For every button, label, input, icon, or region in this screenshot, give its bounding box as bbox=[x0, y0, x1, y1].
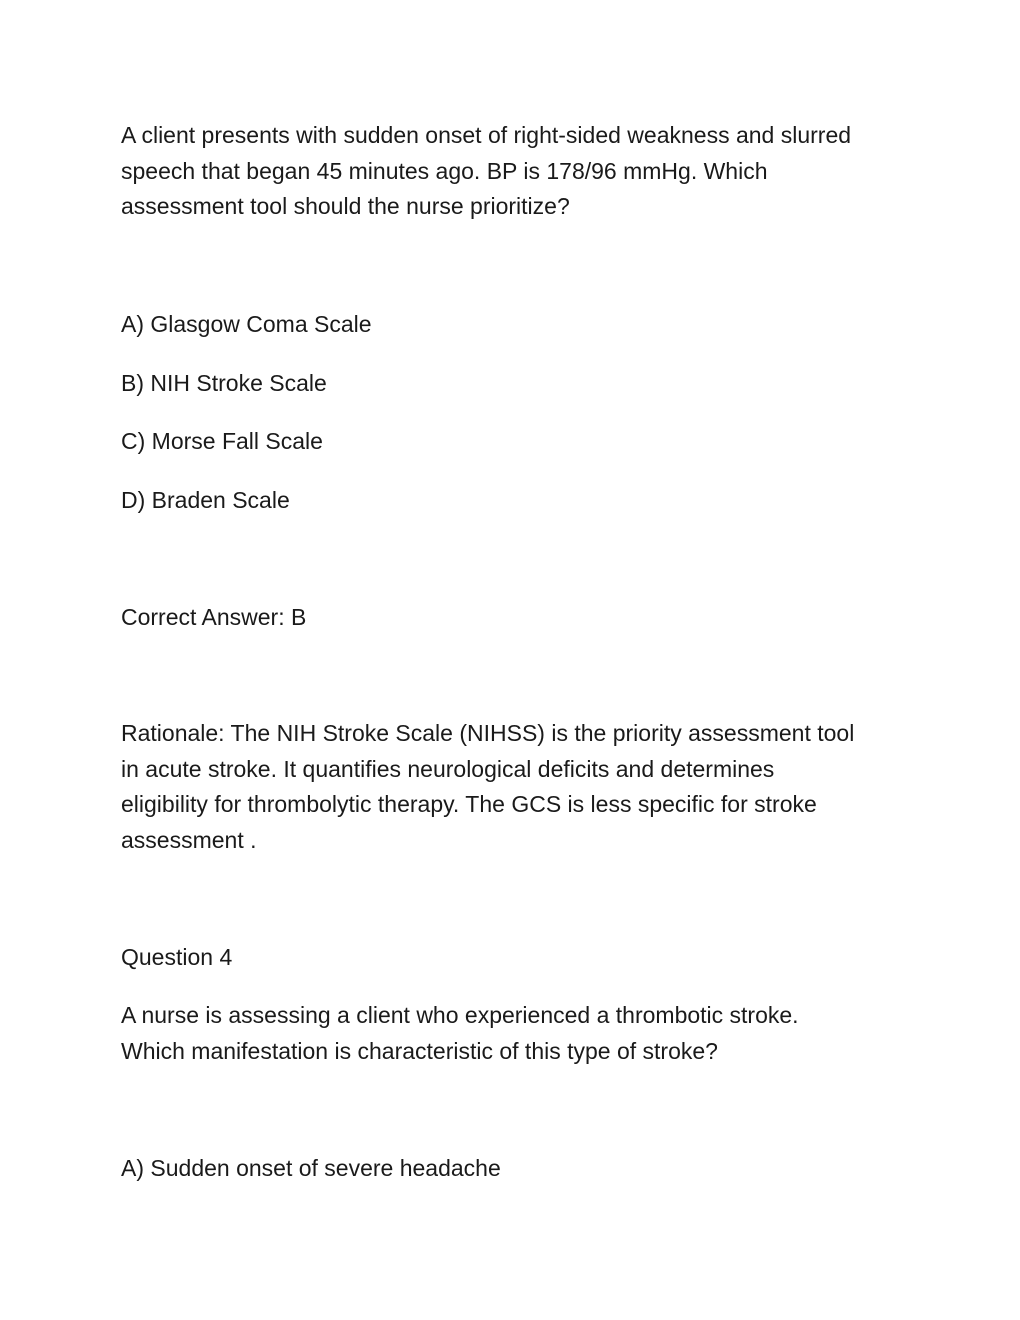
question-3-stem-line: assessment tool should the nurse prioritize? bbox=[121, 193, 570, 219]
question-4-stem bbox=[121, 998, 911, 1069]
question-3-option-a: A) Glasgow Coma Scale bbox=[121, 311, 372, 337]
question-3-stem bbox=[121, 118, 911, 225]
question-3-option-d: D) Braden Scale bbox=[121, 487, 290, 513]
question-4-heading: Question 4 bbox=[121, 944, 233, 970]
question-3-correct-answer: Correct Answer: B bbox=[121, 604, 307, 630]
rationale-line: eligibility for thrombolytic therapy. The GCS is less specific for stroke bbox=[121, 791, 817, 817]
question-4-stem-line: A nurse is assessing a client who experienced a thrombotic stroke. bbox=[121, 1002, 799, 1028]
rationale-line: in acute stroke. It quantifies neurological deficits and determines bbox=[121, 755, 775, 782]
question-3-stem-line: speech that began 45 minutes ago. BP is 178/96 mmHg. Which bbox=[121, 157, 768, 184]
question-3-stem-line: A client presents with sudden onset of right-sided weakness and slurred bbox=[121, 122, 852, 148]
rationale-line: assessment . bbox=[121, 826, 257, 853]
question-3-option-b: B) NIH Stroke Scale bbox=[121, 370, 327, 396]
question-4-stem-line: Which manifestation is characteristic of this type of stroke? bbox=[121, 1037, 718, 1064]
question-3-option-c: C) Morse Fall Scale bbox=[121, 428, 323, 454]
question-3-rationale bbox=[121, 716, 911, 858]
question-4-option-a: A) Sudden onset of severe headache bbox=[121, 1155, 501, 1181]
rationale-line: Rationale: The NIH Stroke Scale (NIHSS) is the priority assessment tool bbox=[121, 720, 855, 746]
